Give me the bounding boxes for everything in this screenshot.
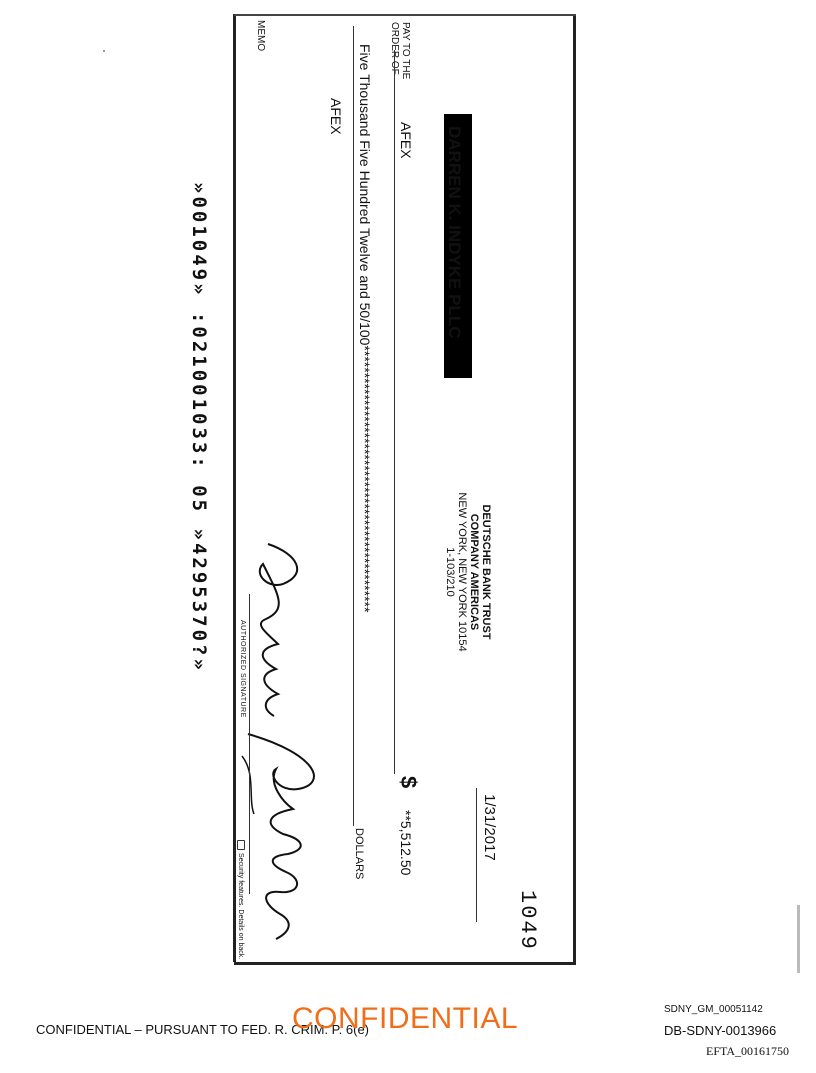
dollar-sign: $	[396, 776, 421, 789]
bank-line-3: NEW YORK, NEW YORK 10154	[456, 492, 468, 652]
check-border-left	[234, 14, 576, 16]
amount-box: **5,512.50	[398, 810, 414, 876]
scan-speck	[103, 50, 105, 52]
memo-label: MEMO	[255, 20, 266, 52]
payee-name: AFEX	[398, 122, 414, 159]
lock-icon	[237, 840, 245, 850]
bates-number-1: SDNY_GM_00051142	[664, 1004, 763, 1015]
confidential-stamp: CONFIDENTIAL	[292, 1002, 519, 1035]
bank-info	[444, 472, 492, 672]
payee-line	[394, 50, 395, 774]
check	[188, 14, 576, 974]
dollars-label: DOLLARS	[353, 828, 365, 880]
bank-line-4: 1-103/210	[444, 547, 456, 597]
check-border-top	[573, 14, 576, 962]
date-line	[476, 788, 477, 922]
security-note-text: Security features. Details on back.	[237, 853, 245, 960]
bank-line-2: COMPANY AMERICAS	[468, 513, 480, 631]
check-number: 1049	[515, 890, 540, 951]
security-note	[237, 840, 245, 959]
check-date: 1/31/2017	[481, 794, 498, 861]
confidential-notice: CONFIDENTIAL – PURSUANT TO FED. R. CRIM. P. 6(e)	[36, 1022, 370, 1037]
bank-line-1: DEUTSCHE BANK TRUST	[480, 504, 492, 640]
bates-number-2: DB-SDNY-0013966	[664, 1023, 777, 1038]
scan-edge-mark	[797, 905, 800, 973]
bates-number-3: EFTA_00161750	[706, 1044, 790, 1058]
payee-address: AFEX	[328, 98, 344, 135]
check-border-right	[234, 962, 576, 965]
pay-to-label: PAY TO THE ORDER OF	[389, 22, 411, 80]
signature-label: AUTHORIZED SIGNATURE	[239, 620, 246, 718]
micr-line: »001049» :021001033: 05 »4295370?»	[188, 182, 210, 673]
amount-words-line	[353, 26, 354, 826]
company-name: DARREN K. INDYKE PLLC	[445, 126, 464, 339]
amount-in-words: Five Thousand Five Hundred Twelve and 50/100*************************************************	[357, 44, 373, 613]
signature-line	[249, 594, 250, 894]
